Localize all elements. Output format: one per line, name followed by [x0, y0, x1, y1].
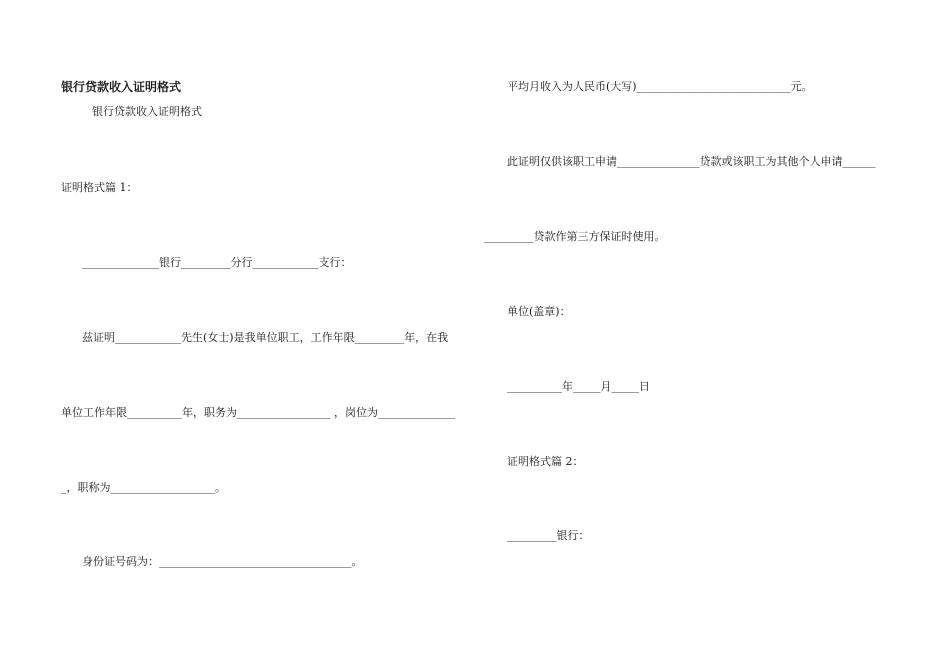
monthly-income-line: 平均月收入为人民币(大写)____________________________元。 [507, 80, 813, 93]
unit-seal-line: 单位(盖章)： [507, 305, 571, 318]
usage-line-1: 此证明仅供该职工申请_______________贷款或该职工为其他个人申请______ [507, 155, 876, 168]
bank-line-2: _________银行： [507, 529, 590, 542]
document-title: 银行贷款收入证明格式 [61, 80, 182, 94]
section-heading-1: 证明格式篇 1： [61, 181, 138, 194]
section-heading-2: 证明格式篇 2： [507, 455, 584, 468]
document-subtitle: 银行贷款收入证明格式 [92, 105, 202, 118]
id-number-line: 身份证号码为：___________________________________。 [82, 555, 363, 568]
bank-branch-line: ______________银行_________分行____________支行： [82, 256, 352, 269]
proof-line: 兹证明____________先生(女士)是我单位职工，工作年限_________年，在我 [82, 331, 449, 344]
date-line: __________年_____月_____日 [507, 380, 650, 393]
position-line: 单位工作年限__________年，职务为_________________ ，岗位为______________ [61, 406, 455, 419]
professional-title-line: _，职称为___________________。 [61, 481, 226, 494]
usage-line-2: _________贷款作第三方保证时使用。 [484, 230, 666, 243]
